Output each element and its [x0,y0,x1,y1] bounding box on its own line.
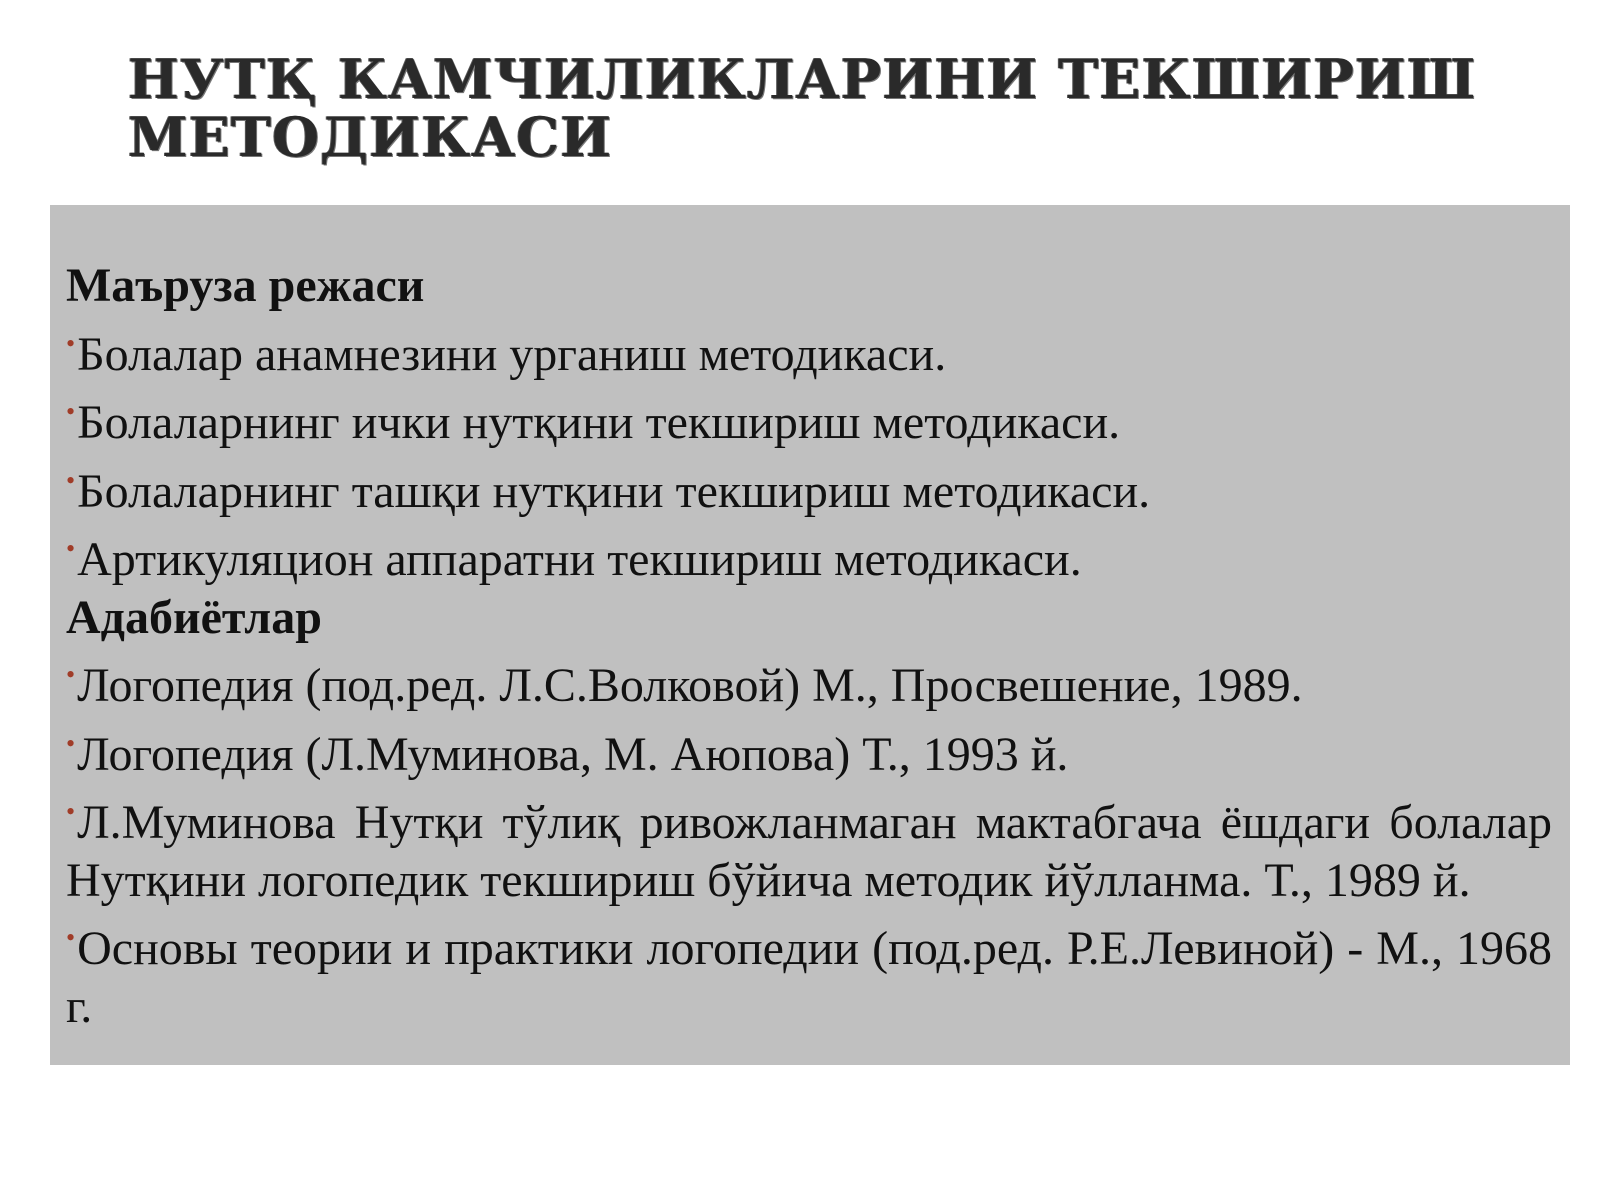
list-item [66,315,1552,384]
list-item-text: Основы теории и практики логопедии (под.ред. Р.Е.Левиной) - М., 1968 г. [66,922,1552,1033]
list-item [66,452,1552,521]
bullet-icon: • [66,465,76,495]
bullet-icon: • [66,728,76,758]
bullet-icon: • [66,397,76,426]
literature-heading: Адабиётлар [66,590,322,644]
slide-title [128,47,1508,169]
list-item-text: Логопедия (под.ред. Л.С.Волковой) М., Просвешение, 1989. [77,659,1303,712]
content-box [50,205,1570,1065]
list-item [66,646,1552,715]
list-item [66,715,1552,784]
list-item-text: Болаларнинг ташқи нутқини текшириш методикаси. [77,464,1151,518]
list-item-text: Л.Муминова Нутқи тўлиқ ривожланмаган мактабгача ёшдаги болалар Нутқини логопедик текшириш бўйича методик йўлланма. Т., 1989 й. [66,796,1552,907]
slide-title-line-2: МЕТОДИКАСИ [128,105,613,169]
literature-list [66,646,1552,1035]
list-item-text: Артикуляцион аппаратни текшириш методикаси. [77,533,1082,586]
bullet-icon: • [66,534,76,563]
list-item [66,520,1552,589]
bullet-icon: • [66,923,76,952]
slide-title-line-1: НУТҚ КАМЧИЛИКЛАРИНИ ТЕКШИРИШ [128,47,1477,111]
list-item-text: Болалар анамнезини урганиш методикаси. [77,327,947,381]
list-item [66,383,1552,452]
bullet-icon: • [66,797,76,826]
list-item-text: Логопедия (Л.Муминова, М. Аюпова) Т., 1993 й. [77,727,1069,781]
list-item-text: Болаларнинг ички нутқини текшириш методикаси. [77,396,1121,449]
list-item [66,909,1552,1035]
bullet-icon: • [66,660,76,689]
lecture-plan-list [66,315,1552,589]
lecture-plan-heading: Маъруза режаси [66,259,425,312]
list-item [66,783,1552,909]
bullet-icon: • [66,328,76,358]
